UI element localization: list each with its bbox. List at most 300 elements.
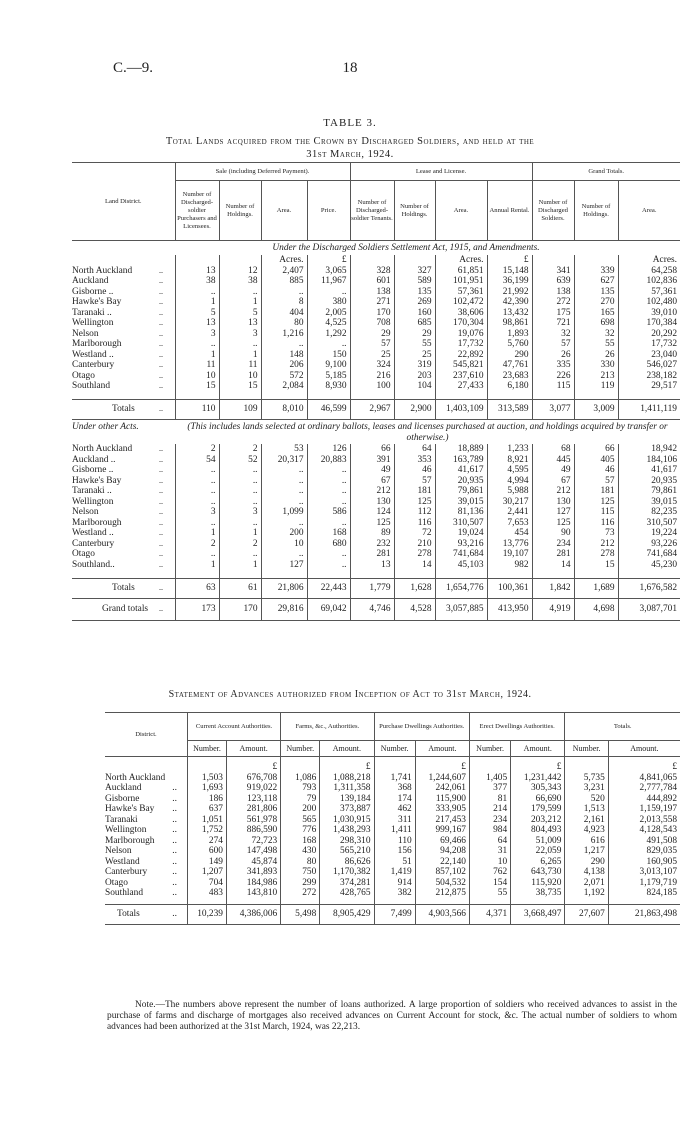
table-row [72,507,680,518]
leader-dots: .. [172,835,177,846]
table-row [105,794,680,805]
cell-value: 23,683 [487,371,532,382]
cell-value: .. [307,465,350,476]
district-name: Hawke's Bay [105,804,155,814]
cell-value: 1 [219,297,261,308]
cell-value: 22,892 [435,350,487,361]
cell-value: 430 [281,846,320,857]
cell-value: 217,453 [415,815,469,826]
cell-value: 149 [187,857,226,868]
unit-label: £ [226,757,280,773]
leader-dots: .. [159,381,163,390]
cell-value: 1,088,218 [320,773,374,784]
cell-value: 102,480 [618,297,680,308]
cell-value: 212 [350,486,394,497]
cell-value: 79,861 [618,486,680,497]
cell-value: .. [307,287,350,298]
cell-value: 1 [175,297,219,308]
col-lease-area: Area. [435,181,487,241]
cell-value: 824,185 [608,888,680,899]
district-name: Wellington [72,318,114,328]
district-name: Gisborne [105,793,140,804]
cell-value: 545,821 [435,360,487,371]
cell-value: 38 [219,276,261,287]
cell-value: 170,304 [435,318,487,329]
leader-dots: .. [159,349,163,359]
cell-value: 704 [187,878,226,889]
cell-value: .. [307,486,350,497]
table-row [72,528,680,539]
cell-value: 47,761 [487,360,532,371]
cell-value: 174 [374,794,415,805]
cell-value: 30,217 [487,497,532,508]
cell-value: 89 [350,528,394,539]
cell-value: 98,861 [487,318,532,329]
table3-title-line1: Total Lands acquired from the Crown by Discharged Soldiers, and held at the [165,136,535,147]
cell-value: 154 [469,878,510,889]
leader-dots: .. [172,846,177,856]
section1-title: Under the Discharged Soldiers Settlement Act, 1915, and Amendments. [272,242,540,253]
cell-value: 1,438,293 [320,825,374,836]
col-number: Number. [187,741,226,757]
cell-value: 281 [350,549,394,560]
cell-value: .. [175,518,219,529]
cell-value: 68 [532,444,574,455]
leader-dots: .. [159,276,163,285]
cell-value: 2,900 [394,400,435,420]
cell-value: .. [219,486,261,497]
cell-value: 49 [350,465,394,476]
district-name: Taranaki .. [72,307,112,318]
district-name: Totals [72,578,157,598]
cell-value: 61,851 [435,266,487,277]
cell-value: .. [261,497,307,508]
cell-value: 520 [565,794,608,805]
cell-value: 3 [219,507,261,518]
leader-dots: .. [159,475,163,485]
district-name: North Auckland [72,444,133,454]
cell-value: .. [261,518,307,529]
cell-value: 3,065 [307,266,350,277]
cell-value: 10 [469,857,510,868]
col-number: Number. [565,741,608,757]
cell-value: 64 [394,444,435,455]
cell-value: 69,466 [415,836,469,847]
col-number: Number. [374,741,415,757]
cell-value: 51 [374,857,415,868]
cell-value: 14 [532,560,574,571]
cell-value: 109 [219,400,261,420]
cell-value: 19,024 [435,528,487,539]
cell-value: 4,595 [487,465,532,476]
cell-value: 10 [175,371,219,382]
cell-value: .. [307,518,350,529]
cell-value: 8,010 [261,400,307,420]
cell-value: 1,628 [394,578,435,598]
district-name: Otago [105,877,128,888]
cell-value: 181 [574,486,618,497]
cell-value: 9,100 [307,360,350,371]
cell-value: 232 [350,539,394,550]
unit-label: £ [320,757,374,773]
cell-value: 999,167 [415,825,469,836]
group-erect-dwellings: Erect Dwellings Authorities. [469,713,564,741]
table-row [72,360,680,371]
cell-value: 55 [394,339,435,350]
cell-value: 123,118 [226,794,280,805]
cell-value: 119 [574,381,618,392]
cell-value: 2,407 [261,266,307,277]
unit-label: £ [415,757,469,773]
cell-value: 21,863,498 [608,905,680,925]
cell-value: 52 [219,455,261,466]
cell-value: 330 [574,360,618,371]
cell-value: 45,103 [435,560,487,571]
district-name: Gisborne .. [72,465,114,475]
col-lease-number: Number of Discharged-soldier Tenants. [350,181,394,241]
cell-value: 46 [394,465,435,476]
table-row [105,857,680,868]
leader-dots: .. [159,297,163,306]
cell-value: 982 [487,560,532,571]
cell-value: .. [175,486,219,497]
district-name: North Auckland [105,772,166,783]
cell-value: 200 [281,804,320,815]
cell-value: 57 [350,339,394,350]
leader-dots: .. [157,400,175,420]
cell-value: 168 [281,836,320,847]
cell-value: 2,161 [565,815,608,826]
cell-value: 3 [219,329,261,340]
col-lease-rental: Annual Rental. [487,181,532,241]
district-name: Southland.. [72,559,115,570]
cell-value: 100 [350,381,394,392]
cell-value: 13,776 [487,539,532,550]
cell-value: 55 [574,339,618,350]
cell-value: 17,732 [435,339,487,350]
leader-dots: .. [159,328,163,338]
cell-value: 4,923 [565,825,608,836]
cell-value: 8 [261,297,307,308]
cell-value: 63 [175,578,219,598]
col-amount: Amount. [226,741,280,757]
cell-value: 93,216 [435,539,487,550]
cell-value: 4,903,566 [415,905,469,925]
cell-value: 2,013,558 [608,815,680,826]
table-row [72,381,680,392]
cell-value: 115 [532,381,574,392]
cell-value: 32 [574,329,618,340]
cell-value: 100,361 [487,578,532,598]
cell-value: 156 [374,846,415,857]
cell-value: 741,684 [618,549,680,560]
leader-dots: .. [172,856,177,867]
cell-value: 203 [394,371,435,382]
district-name: Otago [72,370,95,381]
table-row [72,308,680,319]
cell-value: 234 [532,539,574,550]
district-name: Westland [105,856,140,867]
cell-value: 13,432 [487,308,532,319]
cell-value: 793 [281,783,320,794]
cell-value: 7,653 [487,518,532,529]
cell-value: 804,493 [511,825,565,836]
section2-note: (This includes lands selected at ordinary ballots, leases and licenses purchased at auction, and holdings acquired by transfer or otherwise.) [175,420,680,445]
cell-value: 23,040 [618,350,680,361]
cell-value: .. [219,549,261,560]
cell-value: 25 [394,350,435,361]
table-row [72,329,680,340]
table3-label: TABLE 3. [323,117,377,129]
cell-value: 1,411 [374,825,415,836]
cell-value: 130 [532,497,574,508]
cell-value: .. [175,549,219,560]
cell-value: 79 [281,794,320,805]
cell-value: 1,192 [565,888,608,899]
table-row [72,297,680,308]
cell-value: 374,281 [320,878,374,889]
cell-value: 741,684 [435,549,487,560]
cell-value: 15 [175,381,219,392]
cell-value: .. [261,486,307,497]
group-grand: Grand Totals. [532,163,680,181]
cell-value: 6,180 [487,381,532,392]
cell-value: 66 [350,444,394,455]
cell-value: 29,816 [261,598,307,620]
leader-dots: .. [172,867,177,877]
col-amount: Amount. [511,741,565,757]
cell-value: 3 [175,507,219,518]
table-row [105,783,680,794]
cell-value: 130 [350,497,394,508]
cell-value: 299 [281,878,320,889]
cell-value: 25 [350,350,394,361]
cell-value: .. [175,339,219,350]
cell-value: 643,730 [511,867,565,878]
leader-dots: .. [172,804,177,814]
cell-value: 39,015 [618,497,680,508]
table-row [105,825,680,836]
cell-value: 116 [574,518,618,529]
cell-value: 1,752 [187,825,226,836]
cell-value: 29,517 [618,381,680,392]
cell-value: 72 [394,528,435,539]
cell-value: 4,138 [565,867,608,878]
col-sale-holdings: Number of Holdings. [219,181,261,241]
cell-value: 885 [261,276,307,287]
cell-value: 46,599 [307,400,350,420]
cell-value: 4,128,543 [608,825,680,836]
cell-value: 1,207 [187,867,226,878]
cell-value: 115,900 [415,794,469,805]
district-name: Nelson [105,846,132,856]
leader-dots: .. [172,793,177,804]
cell-value: 7,499 [374,905,415,925]
unit-label: £ [307,255,350,266]
cell-value: 20,883 [307,455,350,466]
cell-value: 67 [350,476,394,487]
leader-dots: .. [159,517,163,527]
cell-value: 2,967 [350,400,394,420]
cell-value: 138 [350,287,394,298]
cell-value: 126 [307,444,350,455]
cell-value: 181 [394,486,435,497]
cell-value: 170 [219,598,261,620]
cell-value: 115,920 [511,878,565,889]
cell-value: 319 [394,360,435,371]
note-paragraph: Note.—The numbers above represent the number of loans authorized. A large proportion of soldiers who received advances to assist in the purchase of farms and discharge of mortgages also received advances on Current Account for stock, &c. The actual number of soldiers to whom advances had been authorized at the 31st March, 1924, was 22,213. [107,1000,677,1032]
cell-value: 21,806 [261,578,307,598]
table3 [72,162,680,621]
cell-value: 886,590 [226,825,280,836]
group-sale: Sale (including Deferred Payment). [175,163,350,181]
cell-value: 586 [307,507,350,518]
cell-value: 116 [394,518,435,529]
cell-value: 2,441 [487,507,532,518]
district-name: Westland .. [72,349,114,360]
cell-value: 324 [350,360,394,371]
district-name: Westland .. [72,528,114,538]
cell-value: 1,842 [532,578,574,598]
leader-dots: .. [159,454,163,464]
cell-value: 4,371 [469,905,510,925]
cell-value: 12 [219,266,261,277]
district-name: Grand totals [72,598,157,620]
cell-value: 66,690 [511,794,565,805]
table-row [105,773,680,784]
cell-value: 39,015 [435,497,487,508]
district-name: Canterbury [72,538,115,549]
cell-value: 19,076 [435,329,487,340]
cell-value: 272 [281,888,320,899]
cell-value: 1,693 [187,783,226,794]
district-name: Marlborough [72,517,122,528]
cell-value: 984 [469,825,510,836]
cell-value: 333,905 [415,804,469,815]
group-farms: Farms, &c., Authorities. [281,713,374,741]
cell-value: 186 [187,794,226,805]
unit-label: Acres. [435,255,487,266]
group-current-account: Current Account Authorities. [187,713,280,741]
cell-value: 127 [532,507,574,518]
cell-value: 147,498 [226,846,280,857]
cell-value: 504,532 [415,878,469,889]
group-totals: Totals. [565,713,680,741]
cell-value: 173 [175,598,219,620]
cell-value: .. [261,465,307,476]
cell-value: 335 [532,360,574,371]
cell-value: 914 [374,878,415,889]
cell-value: 112 [394,507,435,518]
cell-value: 373,887 [320,804,374,815]
statement-title: Statement of Advances authorized from Inception of Act to 31st March, 1924. [168,689,532,700]
district-name: Canterbury [72,360,115,370]
cell-value: 20,317 [261,455,307,466]
cell-value: 29 [350,329,394,340]
leader-dots: .. [159,559,163,569]
cell-value: 572 [261,371,307,382]
unit-label: Acres. [618,255,680,266]
cell-value: 18,942 [618,444,680,455]
cell-value: 79,861 [435,486,487,497]
cell-value: 1 [175,560,219,571]
cell-value: 3,057,885 [435,598,487,620]
leader-dots: .. [159,286,163,296]
cell-value: 1,292 [307,329,350,340]
cell-value: 274 [187,836,226,847]
cell-value: 36,199 [487,276,532,287]
cell-value: 4,919 [532,598,574,620]
cell-value: 310,507 [435,518,487,529]
cell-value: .. [307,560,350,571]
cell-value: 57,361 [435,287,487,298]
cell-value: 4,841,065 [608,773,680,784]
leader-dots: .. [159,528,163,537]
cell-value: 3,087,701 [618,598,680,620]
cell-value: 270 [574,297,618,308]
cell-value: 10 [261,539,307,550]
cell-value: 94,208 [415,846,469,857]
cell-value: 93,226 [618,539,680,550]
table-row [72,497,680,508]
district-name: Totals [72,400,157,420]
cell-value: 404 [261,308,307,319]
cell-value: 125 [532,518,574,529]
cell-value: 639 [532,276,574,287]
cell-value: 69,042 [307,598,350,620]
cell-value: 11 [175,360,219,371]
col-grand-area: Area. [618,181,680,241]
cell-value: 600 [187,846,226,857]
cell-value: 290 [565,857,608,868]
cell-value: 4,525 [307,318,350,329]
cell-value: 278 [574,549,618,560]
cell-value: 14 [394,560,435,571]
cell-value: 22,059 [511,846,565,857]
cell-value: 31 [469,846,510,857]
cell-value: 2,005 [307,308,350,319]
cell-value: 45,874 [226,857,280,868]
cell-value: 428,765 [320,888,374,899]
cell-value: 81,136 [435,507,487,518]
cell-value: 80 [281,857,320,868]
leader-dots: .. [159,486,163,495]
cell-value: 339 [574,266,618,277]
cell-value: 11 [219,360,261,371]
unit-label: £ [608,757,680,773]
cell-value: 64,258 [618,266,680,277]
cell-value: 2,777,784 [608,783,680,794]
cell-value: 8,921 [487,455,532,466]
cell-value: 3,077 [532,400,574,420]
group-lease: Lease and License. [350,163,532,181]
cell-value: 278 [394,549,435,560]
table-row [72,371,680,382]
cell-value: 298,310 [320,836,374,847]
cell-value: 212 [574,539,618,550]
cell-value: 1 [219,350,261,361]
table-row [72,276,680,287]
cell-value: 53 [261,444,307,455]
cell-value: 1 [175,528,219,539]
cell-value: 2,071 [565,878,608,889]
cell-value: 2 [219,539,261,550]
cell-value: 175 [532,308,574,319]
district-name: Hawke's Bay [72,297,122,307]
cell-value: 184,986 [226,878,280,889]
totals-row [72,400,680,420]
cell-value: 1 [219,528,261,539]
